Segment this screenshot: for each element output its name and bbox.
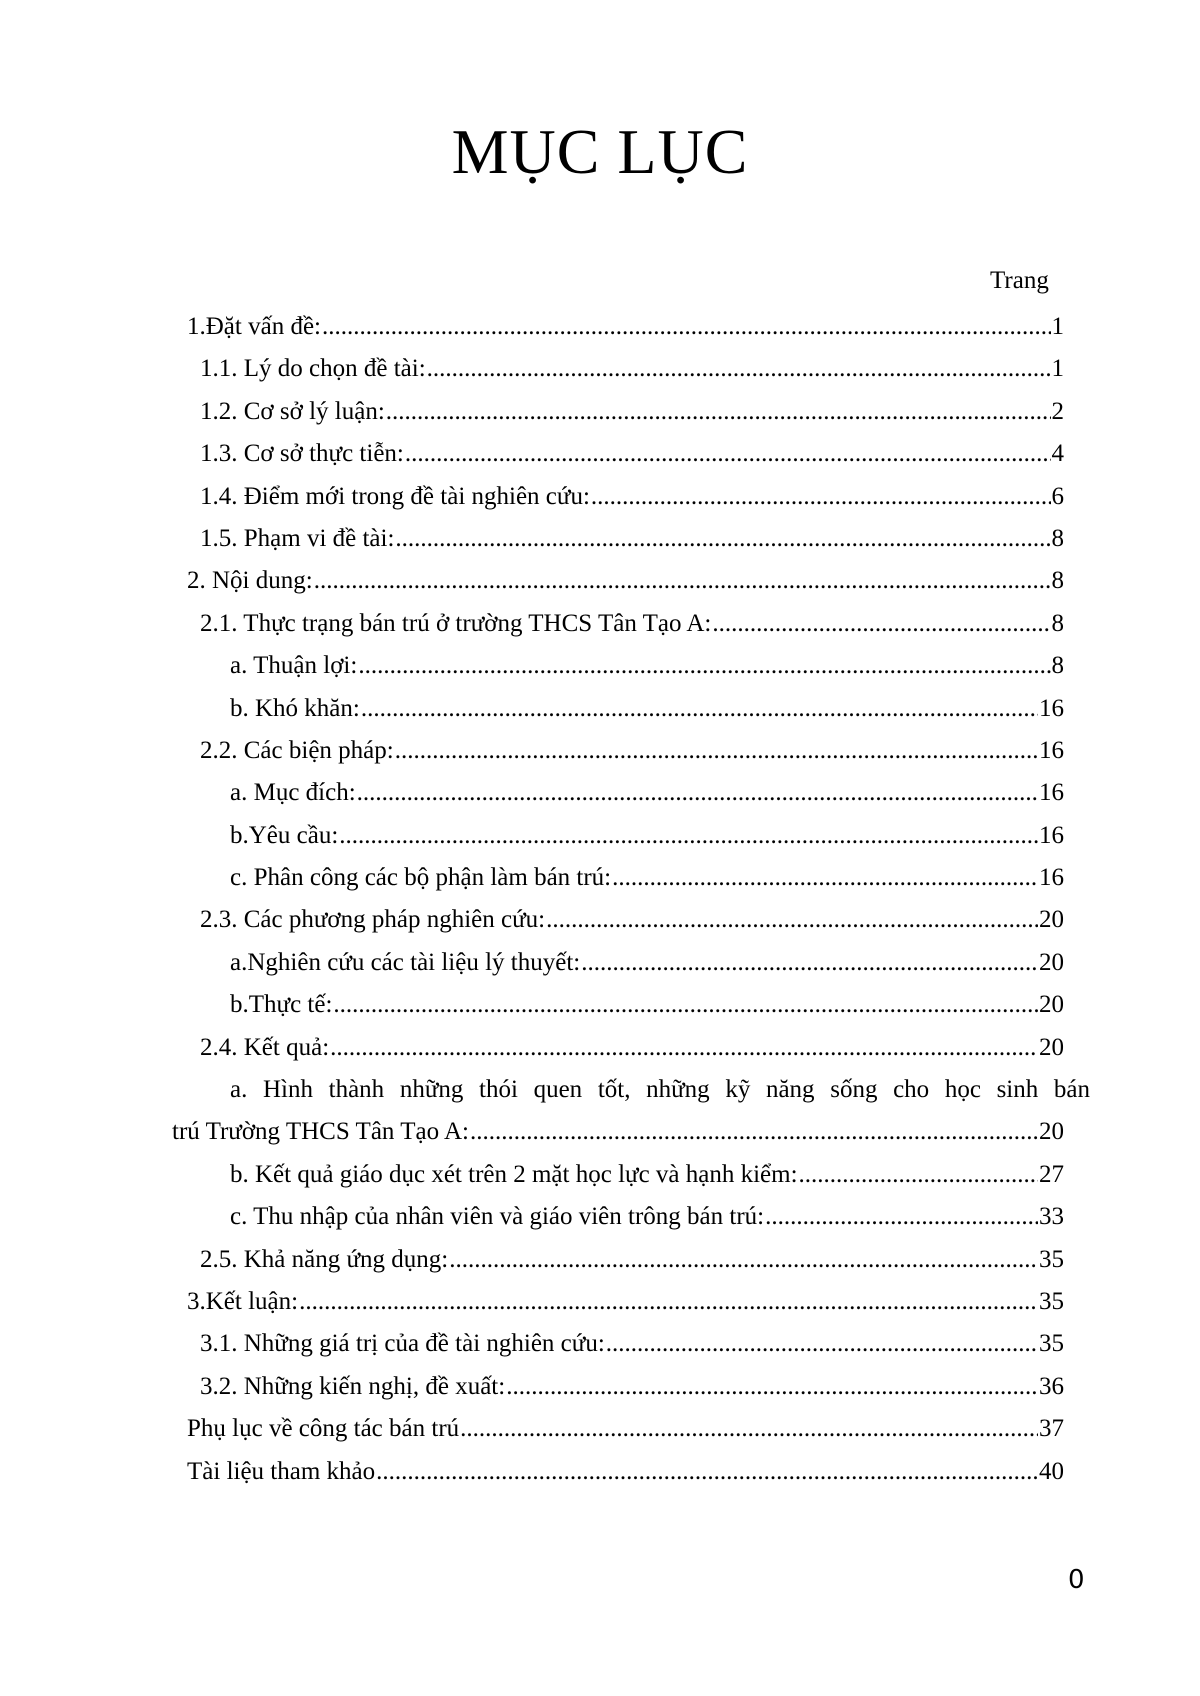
toc-entry <box>187 306 1064 348</box>
toc-entry-label: c. Phân công các bộ phận làm bán trú: <box>230 864 612 892</box>
toc-entry <box>230 688 1064 730</box>
toc-entry <box>230 984 1064 1026</box>
dot-leader <box>314 560 1051 602</box>
toc-entry <box>200 1027 1064 1069</box>
dot-leader <box>606 1323 1038 1365</box>
toc-entry-page: 16 <box>1039 694 1064 722</box>
page-number: 0 <box>1068 1565 1085 1595</box>
toc-entry-page: 8 <box>1051 609 1064 637</box>
table-of-contents <box>0 306 1200 1493</box>
toc-entry <box>200 1366 1064 1408</box>
dot-leader <box>581 942 1038 984</box>
dot-leader <box>460 1408 1038 1450</box>
toc-entry <box>200 1323 1064 1365</box>
dot-leader <box>612 857 1038 899</box>
toc-entry-label: 2.3. Các phương pháp nghiên cứu: <box>200 906 546 934</box>
toc-entry <box>230 942 1064 984</box>
dot-leader <box>339 815 1038 857</box>
toc-entry-page: 8 <box>1051 524 1064 552</box>
toc-entry-label: b.Thực tế: <box>230 991 333 1019</box>
toc-entry-label: b. Kết quả giáo dục xét trên 2 mặt học lực và hạnh kiểm: <box>230 1160 798 1188</box>
toc-entry-page: 40 <box>1039 1457 1064 1485</box>
dot-leader <box>546 899 1038 941</box>
dot-leader <box>470 1111 1038 1153</box>
toc-entry-label: 1.1. Lý do chọn đề tài: <box>200 355 426 383</box>
page-title: MỤC LỤC <box>451 116 749 187</box>
toc-entry-page: 20 <box>1039 1033 1064 1061</box>
toc-entry-page: 16 <box>1039 779 1064 807</box>
toc-entry-page: 1 <box>1051 355 1064 383</box>
toc-entry <box>230 857 1064 899</box>
toc-entry-page: 4 <box>1051 440 1064 468</box>
dot-leader <box>427 348 1051 390</box>
toc-entry-page: 16 <box>1039 864 1064 892</box>
dot-leader <box>395 518 1050 560</box>
dot-leader <box>405 433 1051 475</box>
toc-entry-page: 36 <box>1039 1372 1064 1400</box>
dot-leader <box>322 306 1051 348</box>
toc-entry-page: 8 <box>1051 652 1064 680</box>
dot-leader <box>299 1281 1038 1323</box>
toc-entry <box>230 1154 1064 1196</box>
toc-entry <box>200 476 1064 518</box>
toc-entry-page: 6 <box>1051 482 1064 510</box>
toc-entry-label: Tài liệu tham khảo <box>187 1457 376 1485</box>
toc-entry-page: 16 <box>1039 736 1064 764</box>
dot-leader <box>386 391 1051 433</box>
toc-entry-label: 1.3. Cơ sở thực tiễn: <box>200 440 404 468</box>
toc-entry-page: 33 <box>1039 1203 1064 1231</box>
dot-leader <box>799 1154 1038 1196</box>
dot-leader <box>358 645 1050 687</box>
toc-entry-label: 2.2. Các biện pháp: <box>200 736 394 764</box>
dot-leader <box>395 730 1038 772</box>
toc-entry <box>200 1239 1064 1281</box>
dot-leader <box>361 688 1038 730</box>
toc-entry <box>187 1281 1064 1323</box>
toc-entry <box>187 1408 1064 1450</box>
dot-leader <box>333 984 1038 1026</box>
toc-entry-wrapped-line: a. Hình thành những thói quen tốt, những kỹ năng sống cho học sinh bán <box>230 1076 1090 1104</box>
toc-entry-page: 20 <box>1039 948 1064 976</box>
toc-entry-page: 8 <box>1051 567 1064 595</box>
toc-entry <box>230 815 1064 857</box>
toc-entry-label: a. Mục đích: <box>230 779 356 807</box>
toc-entry-label: b.Yêu cầu: <box>230 821 339 849</box>
toc-entry-label: Phụ lục về công tác bán trú <box>187 1415 460 1443</box>
dot-leader <box>506 1366 1038 1408</box>
toc-entry <box>187 1451 1064 1493</box>
toc-entry-label: c. Thu nhập của nhân viên và giáo viên trông bán trú: <box>230 1203 765 1231</box>
toc-entry-label: 2.4. Kết quả: <box>200 1033 330 1061</box>
page-column-header: Trang <box>990 267 1049 294</box>
dot-leader <box>449 1239 1038 1281</box>
toc-entry-label: 1.2. Cơ sở lý luận: <box>200 397 385 425</box>
toc-entry-page: 27 <box>1039 1160 1064 1188</box>
toc-entry-label: 2.1. Thực trạng bán trú ở trường THCS Tân Tạo A: <box>200 609 712 637</box>
dot-leader <box>765 1196 1038 1238</box>
toc-entry <box>230 1196 1064 1238</box>
toc-entry-label: 1.4. Điểm mới trong đề tài nghiên cứu: <box>200 482 590 510</box>
toc-entry-page: 20 <box>1039 906 1064 934</box>
toc-entry-page: 16 <box>1039 821 1064 849</box>
toc-entry-page: 37 <box>1039 1415 1064 1443</box>
toc-entry-page: 35 <box>1039 1330 1064 1358</box>
dot-leader <box>712 603 1050 645</box>
toc-entry <box>172 1111 1064 1153</box>
toc-entry-page: 20 <box>1039 991 1064 1019</box>
toc-entry-page: 35 <box>1039 1245 1064 1273</box>
toc-entry-page: 1 <box>1051 313 1064 340</box>
toc-entry <box>200 899 1064 941</box>
toc-entry-label: 2.5. Khả năng ứng dụng: <box>200 1245 449 1273</box>
toc-entry-label: 3.Kết luận: <box>187 1287 299 1315</box>
toc-entry <box>230 645 1064 687</box>
toc-entry-label: 1.5. Phạm vi đề tài: <box>200 524 395 552</box>
toc-entry <box>187 560 1064 602</box>
toc-entry <box>200 391 1064 433</box>
toc-entry-label: a. Thuận lợi: <box>230 652 358 680</box>
dot-leader <box>376 1451 1038 1493</box>
toc-entry <box>200 518 1064 560</box>
toc-entry-label: 2. Nội dung: <box>187 567 313 595</box>
toc-entry-label: b. Khó khăn: <box>230 694 360 722</box>
toc-entry-page: 35 <box>1039 1287 1064 1315</box>
toc-entry <box>230 772 1064 814</box>
dot-leader <box>357 772 1038 814</box>
toc-entry-label: 3.1. Những giá trị của đề tài nghiên cứu: <box>200 1330 605 1358</box>
toc-entry <box>200 348 1064 390</box>
toc-entry-label: trú Trường THCS Tân Tạo A: <box>172 1118 469 1146</box>
toc-entry <box>200 433 1064 475</box>
toc-entry-label: a.Nghiên cứu các tài liệu lý thuyết: <box>230 948 581 976</box>
toc-entry-page: 20 <box>1039 1118 1064 1146</box>
toc-entry-label: 1.Đặt vấn đề: <box>187 313 321 340</box>
toc-entry <box>200 730 1064 772</box>
toc-entry <box>200 603 1064 645</box>
toc-entry-label: 3.2. Những kiến nghị, đề xuất: <box>200 1372 506 1400</box>
dot-leader <box>591 476 1051 518</box>
dot-leader <box>330 1027 1038 1069</box>
toc-entry-page: 2 <box>1051 397 1064 425</box>
